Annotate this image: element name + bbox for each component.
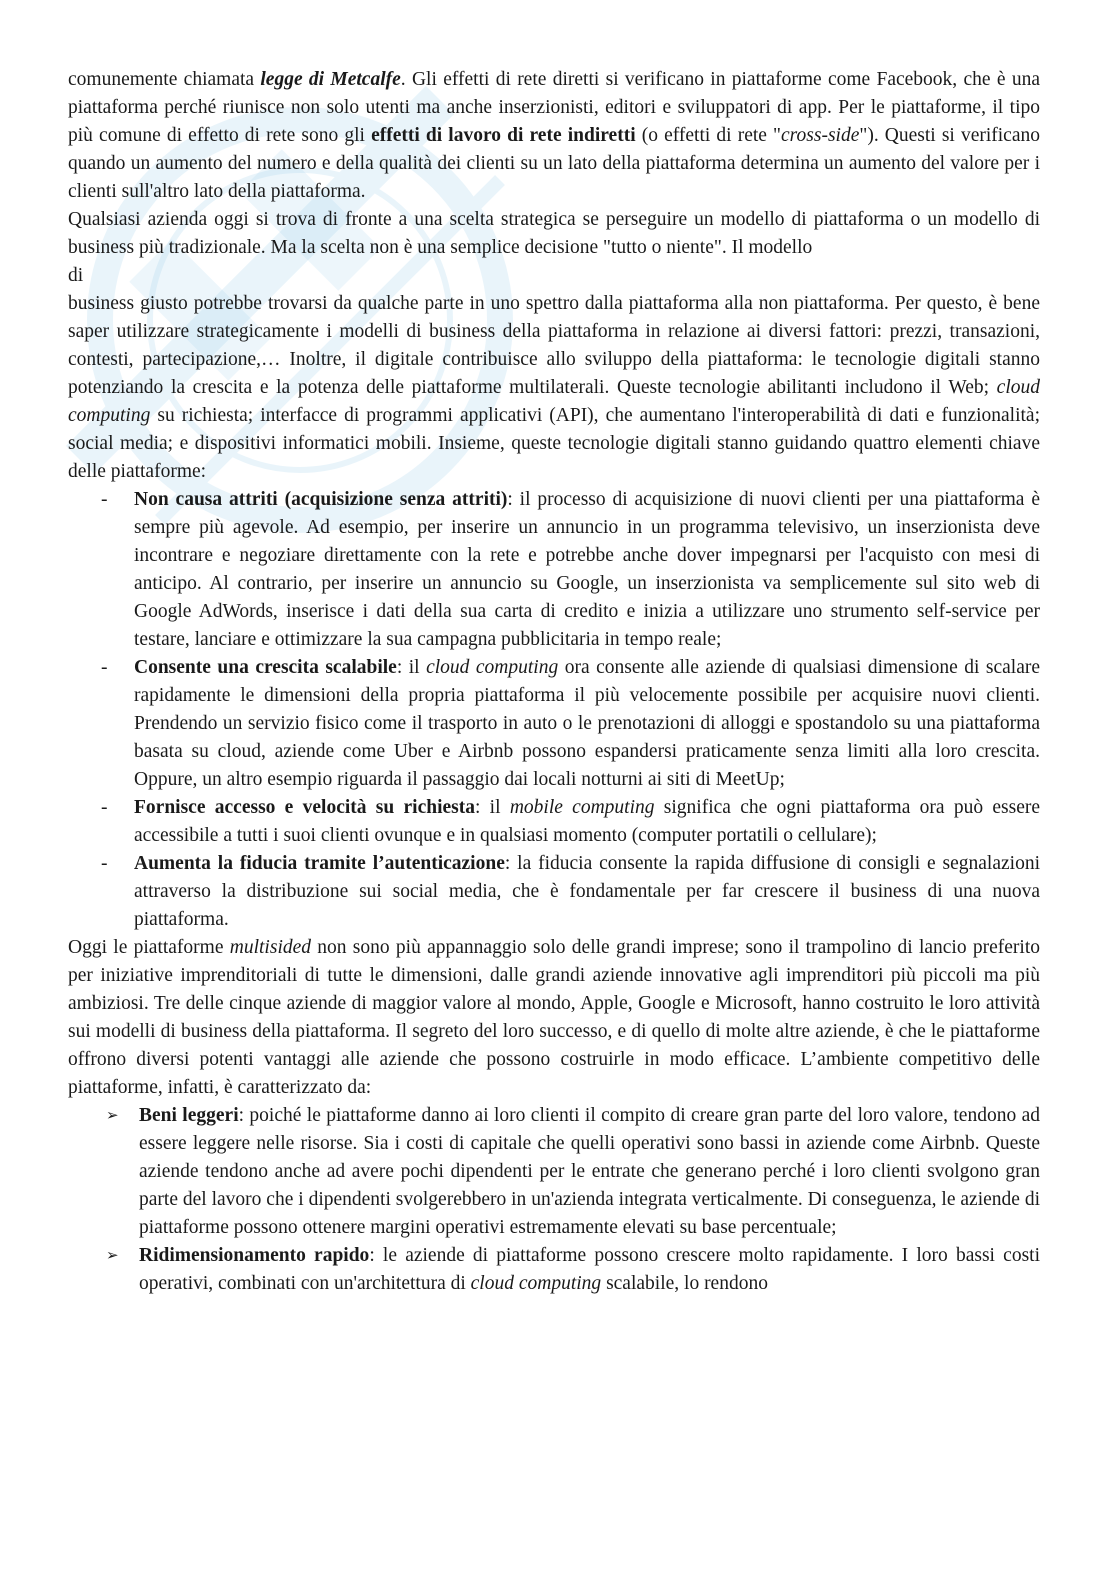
list-item-title: Consente una crescita scalabile (134, 657, 397, 678)
list-item: - Fornisce accesso e velocità su richiesta: il mobile computing significa che ogni piattaforma ora può essere accessibile a tutti i suoi clienti ovunque e in qualsiasi momento (computer portatili o cellulare); (134, 794, 1040, 850)
list-item: ➢ Beni leggeri: poiché le piattaforme danno ai loro clienti il compito di creare gran parte del loro valore, tendono ad essere leggere nelle risorse. Sia i costi di capitale che quelli operativi sono bassi in aziende come Airbnb. Queste aziende tendono anche ad avere pochi dipendenti per le entrate che generano perché i loro clienti svolgono gran parte del lavoro che i dipendenti svolgerebbero in un'azienda integrata verticalmente. Di conseguenza, le aziende di piattaforme possono ottenere margini operativi estremamente elevati su base percentuale; (139, 1102, 1040, 1242)
dash-bullet: - (101, 797, 108, 818)
advantages-list (68, 1102, 1040, 1298)
metcalfe-law-term: legge di Metcalfe (260, 69, 401, 90)
cross-side-term: cross-side (781, 125, 860, 146)
dash-bullet: - (101, 853, 108, 874)
list-item: - Non causa attriti (acquisizione senza attriti): il processo di acquisizione di nuovi clienti per una piattaforma è sempre più agevole. Ad esempio, per inserire un annuncio in un programma televisivo, un inserzionista deve incontrare e negoziare direttamente con la rete e potrebbe anche dover impegnarsi per l'acquisto con mesi di anticipo. Al contrario, per inserire un annuncio su Google, un inserzionista va semplicemente sul sito web di Google AdWords, inserisce i dati della sua carta di credito e inizia a utilizzare uno strumento self-service per testare, lanciare e ottimizzare la sua campagna pubblicitaria in tempo reale; (134, 486, 1040, 654)
list-item-title: Ridimensionamento rapido (139, 1245, 370, 1266)
intro-paragraph: comunemente chiamata legge di Metcalfe. Gli effetti di rete diretti si verificano in piattaforme come Facebook, che è una piattaforma perché riunisce non solo utenti ma anche inserzionisti, editori e sviluppatori di app. Per le piattaforme, il tipo più comune di effetto di rete sono gli effetti di lavoro di rete indiretti (o effetti di rete "cross-side"). Questi si verificano quando un aumento del numero e della qualità dei clienti su un lato della piattaforma determina un aumento del valore per i clienti sull'altro lato della piattaforma. (68, 69, 1040, 202)
indirect-network-effects-term: effetti di lavoro di rete indiretti (371, 125, 636, 146)
competitive-paragraph: Oggi le piattaforme multisided non sono più appannaggio solo delle grandi imprese; sono il trampolino di lancio preferito per iniziative imprenditoriali di tutte le dimensioni, dalle grandi aziende innovative agli imprenditori più piccoli ma più ambiziosi. Tre delle cinque aziende di maggior valore al mondo, Apple, Google e Microsoft, hanno costruito le loro attività sui modelli di business della piattaforma. Il segreto del loro successo, e di quello di molte altre aziende, è che le piattaforme offrono diversi potenti vantaggi alle aziende che possono costruirle in modo efficace. L’ambiente competitivo delle piattaforme, infatti, è caratterizzato da: (68, 937, 1040, 1098)
document-body (68, 66, 1040, 1298)
list-item: - Consente una crescita scalabile: il cloud computing ora consente alle aziende di qualsiasi dimensione di scalare rapidamente le dimensioni della propria piattaforma il più velocemente possibile per acquisire nuovi clienti. Prendendo un servizio fisico come il trasporto in auto o le prenotazioni di alloggi e spostandolo su una piattaforma basata su cloud, aziende come Uber e Airbnb possono espandersi praticamente senza limiti alla loro crescita. Oppure, un altro esempio riguarda il passaggio dai locali notturni ai siti di MeetUp; (134, 654, 1040, 794)
cloud-computing-term: cloud computing (68, 377, 1040, 426)
dash-bullet: - (101, 657, 108, 678)
arrow-bullet-icon: ➢ (106, 1248, 119, 1264)
list-item-title: Beni leggeri (139, 1105, 239, 1126)
list-item: - Aumenta la fiducia tramite l’autenticazione: la fiducia consente la rapida diffusione di consigli e segnalazioni attraverso la distribuzione sui social media, che è fondamentale per far crescere il business di una nuova piattaforma. (134, 850, 1040, 934)
key-elements-list (68, 486, 1040, 934)
multisided-term: multisided (229, 937, 312, 958)
dash-bullet: - (101, 489, 108, 510)
arrow-bullet-icon: ➢ (106, 1108, 119, 1124)
list-item-title: Aumenta la fiducia tramite l’autenticazione (134, 853, 505, 874)
list-item-title: Non causa attriti (acquisizione senza attriti) (134, 489, 508, 510)
list-item: ➢ Ridimensionamento rapido: le aziende di piattaforme possono crescere molto rapidamente. I loro bassi costi operativi, combinati con un'architettura di cloud computing scalabile, lo rendono (139, 1242, 1040, 1298)
list-item-title: Fornisce accesso e velocità su richiesta (134, 797, 475, 818)
strategy-paragraph: Qualsiasi azienda oggi si trova di fronte a una scelta strategica se perseguire un modello di piattaforma o un modello di business più tradizionale. Ma la scelta non è una semplice decisione "tutto o niente". Il modello di business giusto potrebbe trovarsi da qualche parte in uno spettro dalla piattaforma alla non piattaforma. Per questo, è bene saper utilizzare strategicamente i modelli di business della piattaforma in relazione ai diversi fattori: prezzi, transazioni, contesti, partecipazione,… Inoltre, il digitale contribuisce allo sviluppo della piattaforma: le tecnologie digitali stanno potenziando la crescita e la potenza delle piattaforme multilaterali. Queste tecnologie abilitanti includono il Web; cloud computing su richiesta; interfacce di programmi applicativi (API), che aumentano l'interoperabilità di dati e funzionalità; social media; e dispositivi informatici mobili. Insieme, queste tecnologie digitali stanno guidando quattro elementi chiave delle piattaforme: (68, 209, 1040, 482)
